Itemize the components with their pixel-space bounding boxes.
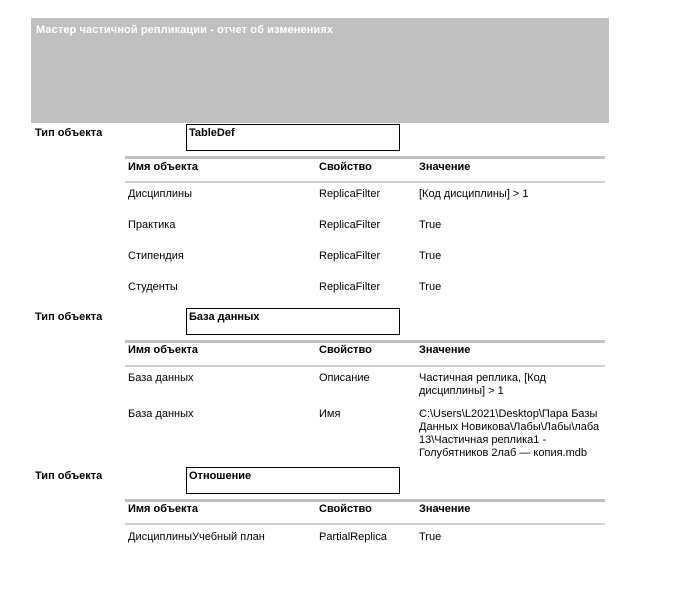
column-header-property: Свойство xyxy=(319,161,372,173)
property-name: ReplicaFilter xyxy=(319,250,381,262)
column-header-property: Свойство xyxy=(319,503,372,515)
property-value: Частичная реплика, [Код дисциплины] > 1 xyxy=(419,372,546,397)
property-name: ReplicaFilter xyxy=(319,219,381,231)
column-header-object: Имя объекта xyxy=(128,344,199,356)
row-divider xyxy=(125,523,605,525)
property-value: True xyxy=(419,531,442,543)
object-type-value: База данных xyxy=(186,308,400,335)
object-type-label: Тип объекта xyxy=(35,127,103,139)
row-divider xyxy=(125,181,605,183)
property-value: True xyxy=(419,219,442,231)
column-header-object: Имя объекта xyxy=(128,161,199,173)
property-value: C:\Users\L2021\Desktop\Пара Базы Данных Новикова\Лабы\Лабы\лаба 13\Частичная реплика1 - Голубятников 2лаб — копия.mdb xyxy=(419,408,600,459)
object-type-label: Тип объекта xyxy=(35,311,103,323)
report-header xyxy=(31,18,609,123)
column-header-property: Свойство xyxy=(319,344,372,356)
property-name: PartialReplica xyxy=(319,531,387,543)
column-header-value: Значение xyxy=(419,503,471,515)
property-value: True xyxy=(419,250,442,262)
object-name: Стипендия xyxy=(128,250,184,262)
column-header-object: Имя объекта xyxy=(128,503,199,515)
property-name: ReplicaFilter xyxy=(319,281,381,293)
column-header-value: Значение xyxy=(419,161,471,173)
property-name: Имя xyxy=(319,408,341,420)
object-type-value: TableDef xyxy=(186,124,400,151)
header-divider xyxy=(125,156,605,159)
row-divider xyxy=(125,365,605,367)
report-title: Мастер частичной репликации - отчет об изменениях xyxy=(36,24,334,36)
property-value: True xyxy=(419,281,442,293)
object-name: Практика xyxy=(128,219,176,231)
object-name: База данных xyxy=(128,372,194,384)
property-name: ReplicaFilter xyxy=(319,188,381,200)
object-name: База данных xyxy=(128,408,194,420)
header-divider xyxy=(125,499,605,502)
object-name: Дисциплины xyxy=(128,188,193,200)
object-name: Студенты xyxy=(128,281,178,293)
object-name: ДисциплиныУчебный план xyxy=(128,531,265,543)
header-divider xyxy=(125,340,605,343)
object-type-label: Тип объекта xyxy=(35,470,103,482)
property-name: Описание xyxy=(319,372,370,384)
property-value: [Код дисциплины] > 1 xyxy=(419,188,529,200)
object-type-value: Отношение xyxy=(186,467,400,494)
column-header-value: Значение xyxy=(419,344,471,356)
